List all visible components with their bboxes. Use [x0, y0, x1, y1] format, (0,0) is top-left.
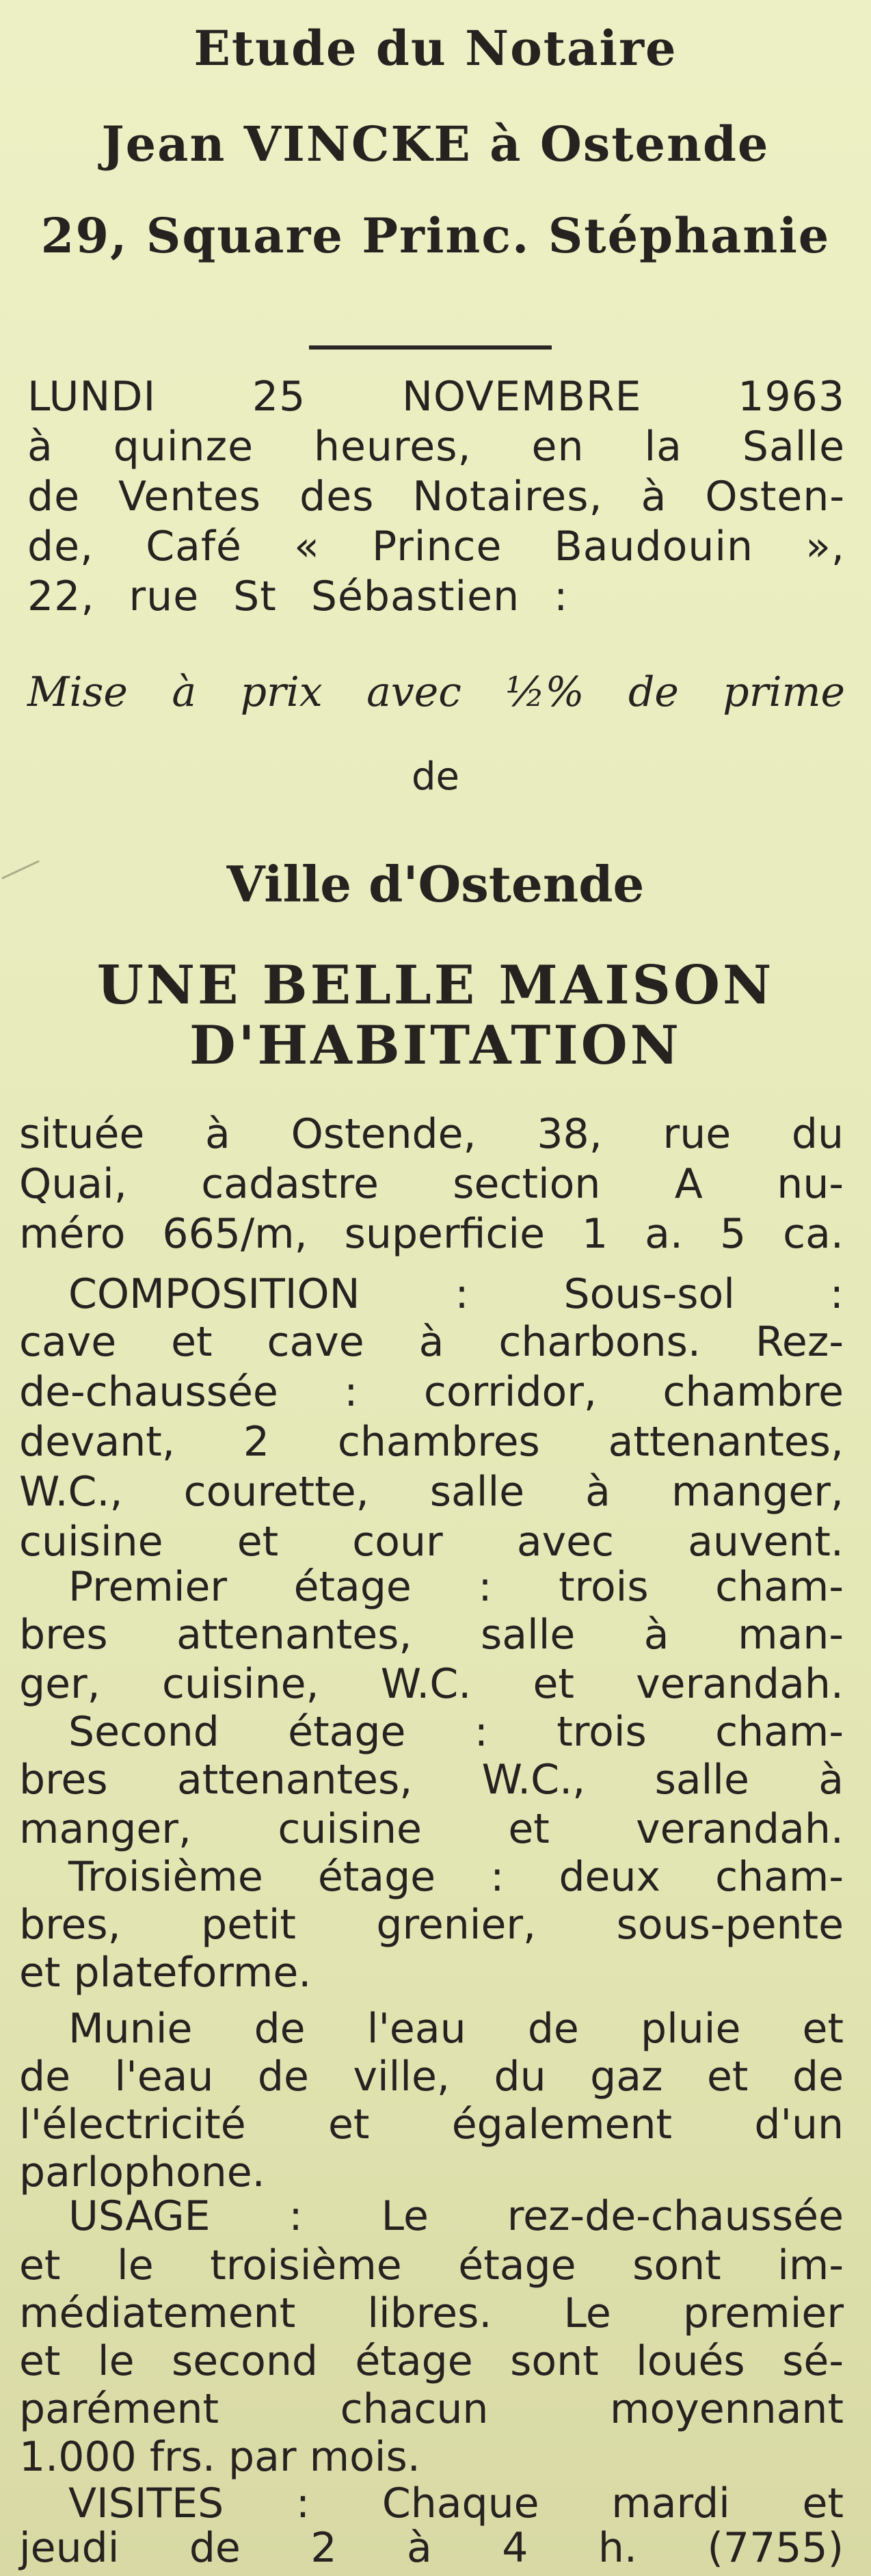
body-line: bres, petit grenier, sous-pente	[19, 1901, 844, 1949]
body-line: parément chacun moyennant	[19, 2385, 844, 2433]
body-line: parlophone.	[19, 2148, 265, 2196]
body-line: l'électricité et également d'un	[19, 2101, 844, 2148]
body-line: Premier étage : trois cham-	[68, 1563, 844, 1611]
town-heading: Ville d'Ostende	[226, 855, 645, 913]
body-line: manger, cuisine et verandah.	[19, 1805, 844, 1853]
separator-rule	[309, 345, 552, 350]
sale-date-line: LUNDI 25 NOVEMBRE 1963	[27, 373, 845, 421]
body-line: de-chaussée : corridor, chambre	[19, 1368, 844, 1416]
body-line: bres attenantes, salle à man-	[19, 1611, 844, 1659]
body-line: ger, cuisine, W.C. et verandah.	[19, 1660, 844, 1708]
notary-address-heading: 29, Square Princ. Stéphanie	[40, 207, 831, 264]
sale-venue-line-1: de Ventes des Notaires, à Osten-	[27, 473, 845, 521]
body-line: USAGE : Le rez-de-chaussée	[68, 2192, 844, 2240]
body-line: devant, 2 chambres attenantes,	[19, 1418, 844, 1466]
body-line: Second étage : trois cham-	[68, 1708, 844, 1756]
body-line: jeudi de 2 à 4 h. (7755)	[19, 2524, 844, 2572]
property-title-line-1: UNE BELLE MAISON	[96, 954, 775, 1016]
body-line: et plateforme.	[19, 1949, 312, 1997]
body-line: de l'eau de ville, du gaz et de	[19, 2053, 844, 2101]
property-title-line-2: D'HABITATION	[189, 1014, 682, 1077]
sale-venue-line-2: de, Café « Prince Baudouin »,	[27, 523, 845, 570]
de-line: de	[412, 754, 459, 799]
body-line: et le troisième étage sont im-	[19, 2242, 844, 2289]
body-line: VISITES : Chaque mardi et	[68, 2480, 844, 2527]
body-line: Munie de l'eau de pluie et	[68, 2005, 844, 2053]
body-line: et le second étage sont loués sé-	[19, 2337, 844, 2385]
body-line: médiatement libres. Le premier	[19, 2289, 844, 2337]
reserve-price-line: Mise à prix avec ½% de prime	[27, 668, 845, 716]
body-line: Troisième étage : deux cham-	[68, 1853, 844, 1901]
body-line: 1.000 frs. par mois.	[19, 2433, 420, 2481]
notary-office-heading: Etude du Notaire	[193, 20, 678, 77]
body-line: W.C., courette, salle à manger,	[19, 1468, 844, 1516]
sale-venue-line-3: 22, rue St Sébastien :	[27, 573, 569, 620]
body-line: cave et cave à charbons. Rez-	[19, 1318, 844, 1366]
notary-name-heading: Jean VINCKE à Ostende	[101, 116, 770, 172]
body-line: Quai, cadastre section A nu-	[19, 1160, 844, 1208]
body-line: COMPOSITION : Sous-sol :	[68, 1270, 844, 1318]
body-line: méro 665/m, superficie 1 a. 5 ca.	[19, 1210, 844, 1258]
body-line: située à Ostende, 38, rue du	[19, 1110, 844, 1158]
body-line: cuisine et cour avec auvent.	[19, 1518, 844, 1566]
body-line: bres attenantes, W.C., salle à	[19, 1756, 844, 1804]
sale-time-line: à quinze heures, en la Salle	[27, 423, 845, 471]
